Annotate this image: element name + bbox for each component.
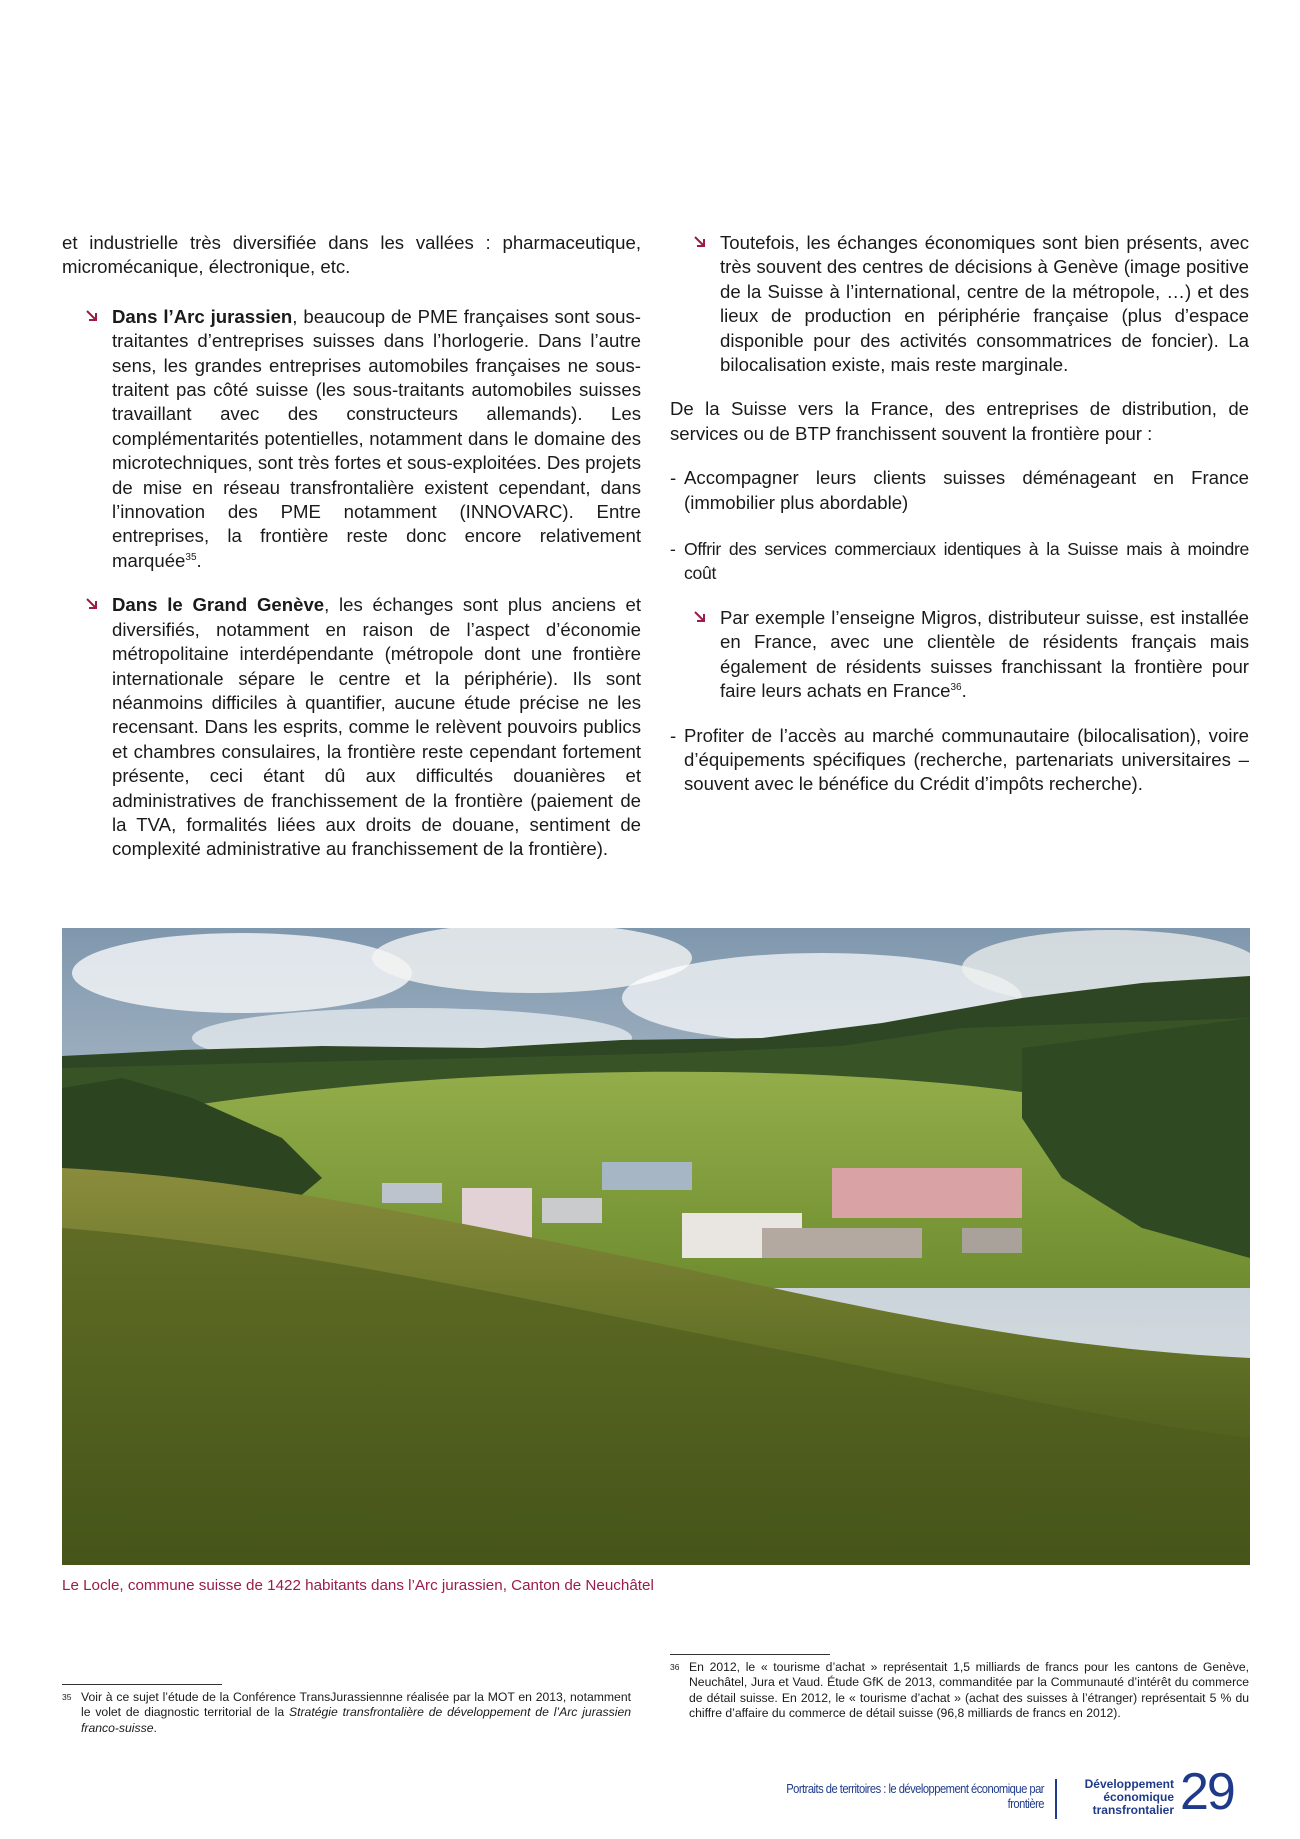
dash-item-text: Accompagner leurs clients suisses déménageant en France (immobilier plus abordable) (684, 467, 1249, 513)
toutefois-text: Toutefois, les échanges économiques sont bien présents, avec très souvent des centres de décisions à Genève (image positive de la Suisse à l’international, centre de la métropole, …) et des lieux de production en périphérie française (plus d’espace disponible pour des activités consommatrices de foncier). La bilocalisation existe, mais reste marginale. (720, 232, 1249, 376)
migros-bullet: Par exemple l’enseigne Migros, distributeur suisse, est installée en France, avec une clientèle de résidents français mais également de résidents suisses franchissant la frontière pour faire leurs achats en France$^{36}$. (670, 606, 1249, 704)
footnote-text: Voir à ce sujet l’étude de la Conférence TransJurassiennne réalisée par la MOT en 2013, notamment le volet de diagnostic territorial de la Stratégie transfrontalière de développement de l’Arc jurassien franco-suisse. (81, 1690, 632, 1735)
page-number: 29 (1180, 1763, 1234, 1821)
arrow-down-right-icon (692, 609, 708, 625)
grand-geneve-bullet (62, 593, 641, 861)
footnote-number: 36 (670, 1662, 680, 1672)
left-column (62, 231, 641, 862)
dash-item-text: Profiter de l’accès au marché communautaire (bilocalisation), voire d’équipements spécifiques (recherche, partenariats universitaires – souvent avec le bénéfice du Crédit d’impôts recherche). (684, 724, 1249, 795)
footnote-35 (62, 1690, 631, 1736)
dash-marker: - (670, 539, 676, 560)
arc-jurassien-label: Dans l’Arc jurassien (112, 305, 293, 327)
dash-item-text: Offrir des services commerciaux identiques à la Suisse mais à moindre coût (684, 539, 1249, 584)
arc-jurassien-text: , beaucoup de PME françaises sont sous-traitantes d’entreprises suisses dans l’horlogerie. Dans l’autre sens, les grandes entreprises automobiles françaises ne sous-traitent pas côté suisse (les sous-traitants automobiles suisses travaillant avec des constructeurs allemands). Les complémentarités potentielles, notamment dans le domaine des microtechniques, sont très fortes et sous-exploitées. Des projets de mise en réseau transfrontalière existent cependant, dans l’innovation des PME notamment (INNOVARC). Entre entreprises, la frontière reste donc encore relativement marquée (112, 305, 641, 571)
dash-marker: - (670, 467, 677, 489)
dash-marker: - (670, 724, 677, 746)
photo-caption: Le Locle, commune suisse de 1422 habitants dans l’Arc jurassien, Canton de Neuchâtel (62, 1577, 654, 1594)
dash-item-offrir (670, 537, 1249, 586)
arc-jurassien-bullet: Dans l’Arc jurassien, beaucoup de PME françaises sont sous-traitantes d’entreprises suisses dans l’horlogerie. Dans l’autre sens, les grandes entreprises automobiles françaises ne sous-traitent pas côté suisse (les sous-traitants automobiles suisses travaillant avec des constructeurs allemands). Les complémentarités potentielles, notamment dans le domaine des microtechniques, sont très fortes et sous-exploitées. Des projets de mise en réseau transfrontalière existent cependant, dans l’innovation des PME notamment (INNOVARC). Entre entreprises, la frontière reste donc encore relativement marquée$^{35}$. (62, 305, 641, 573)
right-column (670, 231, 1249, 797)
footnote-text: En 2012, le « tourisme d’achat » représentait 1,5 milliards de francs pour les cantons de Genève, Neuchâtel, Jura et Vaud. Étude GfK de 2013, commanditée par la Communauté d’intérêt du commerce de détail suisse. En 2012, le « tourisme d’achat » (achat des suisses à l’étranger) représentait 5 % du chiffre d’affaire du commerce de détail suisse (96,8 milliards de francs en 2012). (689, 1660, 1249, 1721)
grand-geneve-text: , les échanges sont plus anciens et diversifiés, notamment en raison de l’aspect d’économie métropolitaine interdépendante (métropole dont une frontière internationale sépare le centre et la périphérie). Ils sont néanmoins difficiles à quantifier, aucune étude précise ne les recensant. Dans les esprits, comme le relèvent pouvoirs publics et chambres consulaires, la frontière reste cependant fortement présente, ceci étant dû aux difficultés douanières et administratives de franchissement de la frontière (paiement de la TVA, formalités liées aux droits de douane, sentiment de complexité administrative au franchissement de la frontière). (112, 594, 641, 860)
footer-brand: Développement économique transfrontalier (1084, 1777, 1174, 1817)
footer-tagline: Portraits de territoires : le développement économique par frontière (786, 1781, 1044, 1811)
grand-geneve-label: Dans le Grand Genève (112, 594, 325, 616)
arrow-down-right-icon (84, 308, 100, 324)
migros-text: Par exemple l’enseigne Migros, distributeur suisse, est installée en France, avec une clientèle de résidents français mais également de résidents suisses franchissant la frontière pour faire leurs achats en France (720, 606, 1249, 702)
footnote-rule (62, 1684, 222, 1685)
toutefois-bullet (670, 231, 1249, 377)
dash-item-profiter (670, 724, 1249, 797)
intro-paragraph: et industrielle très diversifiée dans les vallées : pharmaceutique, micromécanique, électronique, etc. (62, 232, 641, 278)
arrow-down-right-icon (84, 596, 100, 612)
footer-divider (1055, 1779, 1057, 1819)
suisse-vers-france-paragraph: De la Suisse vers la France, des entreprises de distribution, de services ou de BTP franchissent souvent la frontière pour : (670, 398, 1249, 444)
footnote-ref-35[interactable]: 35 (185, 551, 197, 563)
footnote-ref-36[interactable]: 36 (950, 681, 962, 693)
footnote-number: 35 (62, 1692, 72, 1702)
arrow-down-right-icon (692, 234, 708, 250)
footnote-36 (670, 1660, 1249, 1722)
footnote-rule (670, 1654, 830, 1655)
landscape-illustration (62, 928, 1250, 1565)
le-locle-photo (62, 928, 1250, 1565)
dash-item-accompagner (670, 466, 1249, 515)
